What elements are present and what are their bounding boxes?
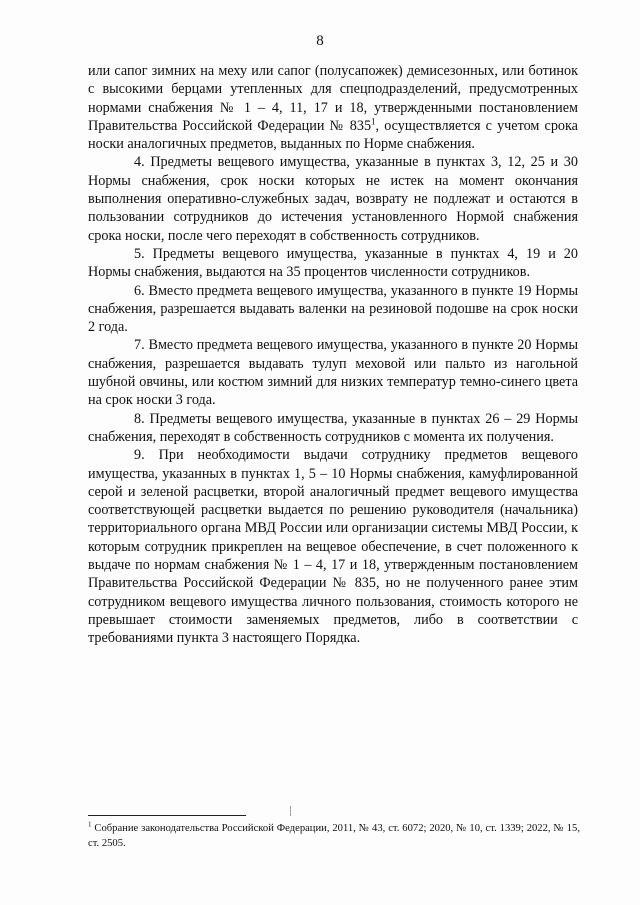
paragraph-item-6: 6. Вместо предмета вещевого имущества, указанного в пункте 19 Нормы снабжения, разрешается выдавать валенки на резиновой подошве на срок носки 2 года.: [88, 282, 578, 336]
paragraph-text: или сапог зимних на меху или сапог (полусапожек) демисезонных, или ботинок с высокими берцами утепленных для спецподразделений, предусмотренных нормами снабжения № 1 – 4, 11, 17 и 18, утвержденными постановлением Правительства Российской Федерации № 835: [88, 63, 578, 134]
page-number: 8: [316, 33, 324, 49]
footnote-reference[interactable]: 1: [371, 116, 376, 127]
paragraph-text: , осуществляется с учетом срока носки аналогичных предметов, выданных по Норме снабжения.: [88, 117, 578, 153]
footnote-text: Собрание законодательства Российской Федерации, 2011, № 43, ст. 6072; 2020, № 10, ст. 1339; 2022, № 15, ст. 2505.: [88, 823, 580, 849]
paragraph-item-8: 8. Предметы вещевого имущества, указанные в пунктах 26 – 29 Нормы снабжения, переходят в собственность сотрудников с момента их получения.: [88, 410, 578, 445]
footnote-number: 1: [88, 820, 92, 829]
paragraph-continuation: [88, 62, 578, 153]
paragraph-item-4: 4. Предметы вещевого имущества, указанные в пунктах 3, 12, 25 и 30 Нормы снабжения, срок носки которых не истек на момент окончания выполнения оперативно-служебных задач, возврату не подлежат и остаются в пользовании сотрудников до истечения установленного Нормой снабжения срока носки, после чего переходят в собственность сотрудников.: [88, 154, 578, 244]
document-body: [88, 62, 578, 648]
paragraph-item-5: 5. Предметы вещевого имущества, указанные в пунктах 4, 19 и 20 Нормы снабжения, выдаются на 35 процентов численности сотрудников.: [88, 245, 578, 281]
footnote: [88, 822, 580, 851]
scan-mark: [290, 806, 292, 816]
footnote-divider: [88, 815, 246, 816]
paragraph-item-7: 7. Вместо предмета вещевого имущества, указанного в пункте 20 Нормы снабжения, разрешается выдавать тулуп меховой или пальто из нагольной шубной овчины, или костюм зимний для низких температур темно-синего цвета на срок носки 3 года.: [88, 337, 578, 409]
paragraph-item-9: 9. При необходимости выдачи сотруднику предметов вещевого имущества, указанных в пунктах 1, 5 – 10 Нормы снабжения, камуфлированной серой и зеленой расцветки, второй аналогичный предмет вещевого имущества соответствующей расцветки выдается по решению руководителя (начальника) территориального органа МВД России или организации системы МВД России, к которым сотрудник прикреплен на вещевое обеспечение, в счет положенного к выдаче по нормам снабжения № 1 – 4, 17 и 18, утвержденным постановлением Правительства Российской Федерации № 835, но не полученного ранее этим сотрудником вещевого имущества личного пользования, стоимость которого не превышает стоимости заменяемых предметов, либо в соответствии с требованиями пункта 3 настоящего Порядка.: [88, 447, 578, 647]
